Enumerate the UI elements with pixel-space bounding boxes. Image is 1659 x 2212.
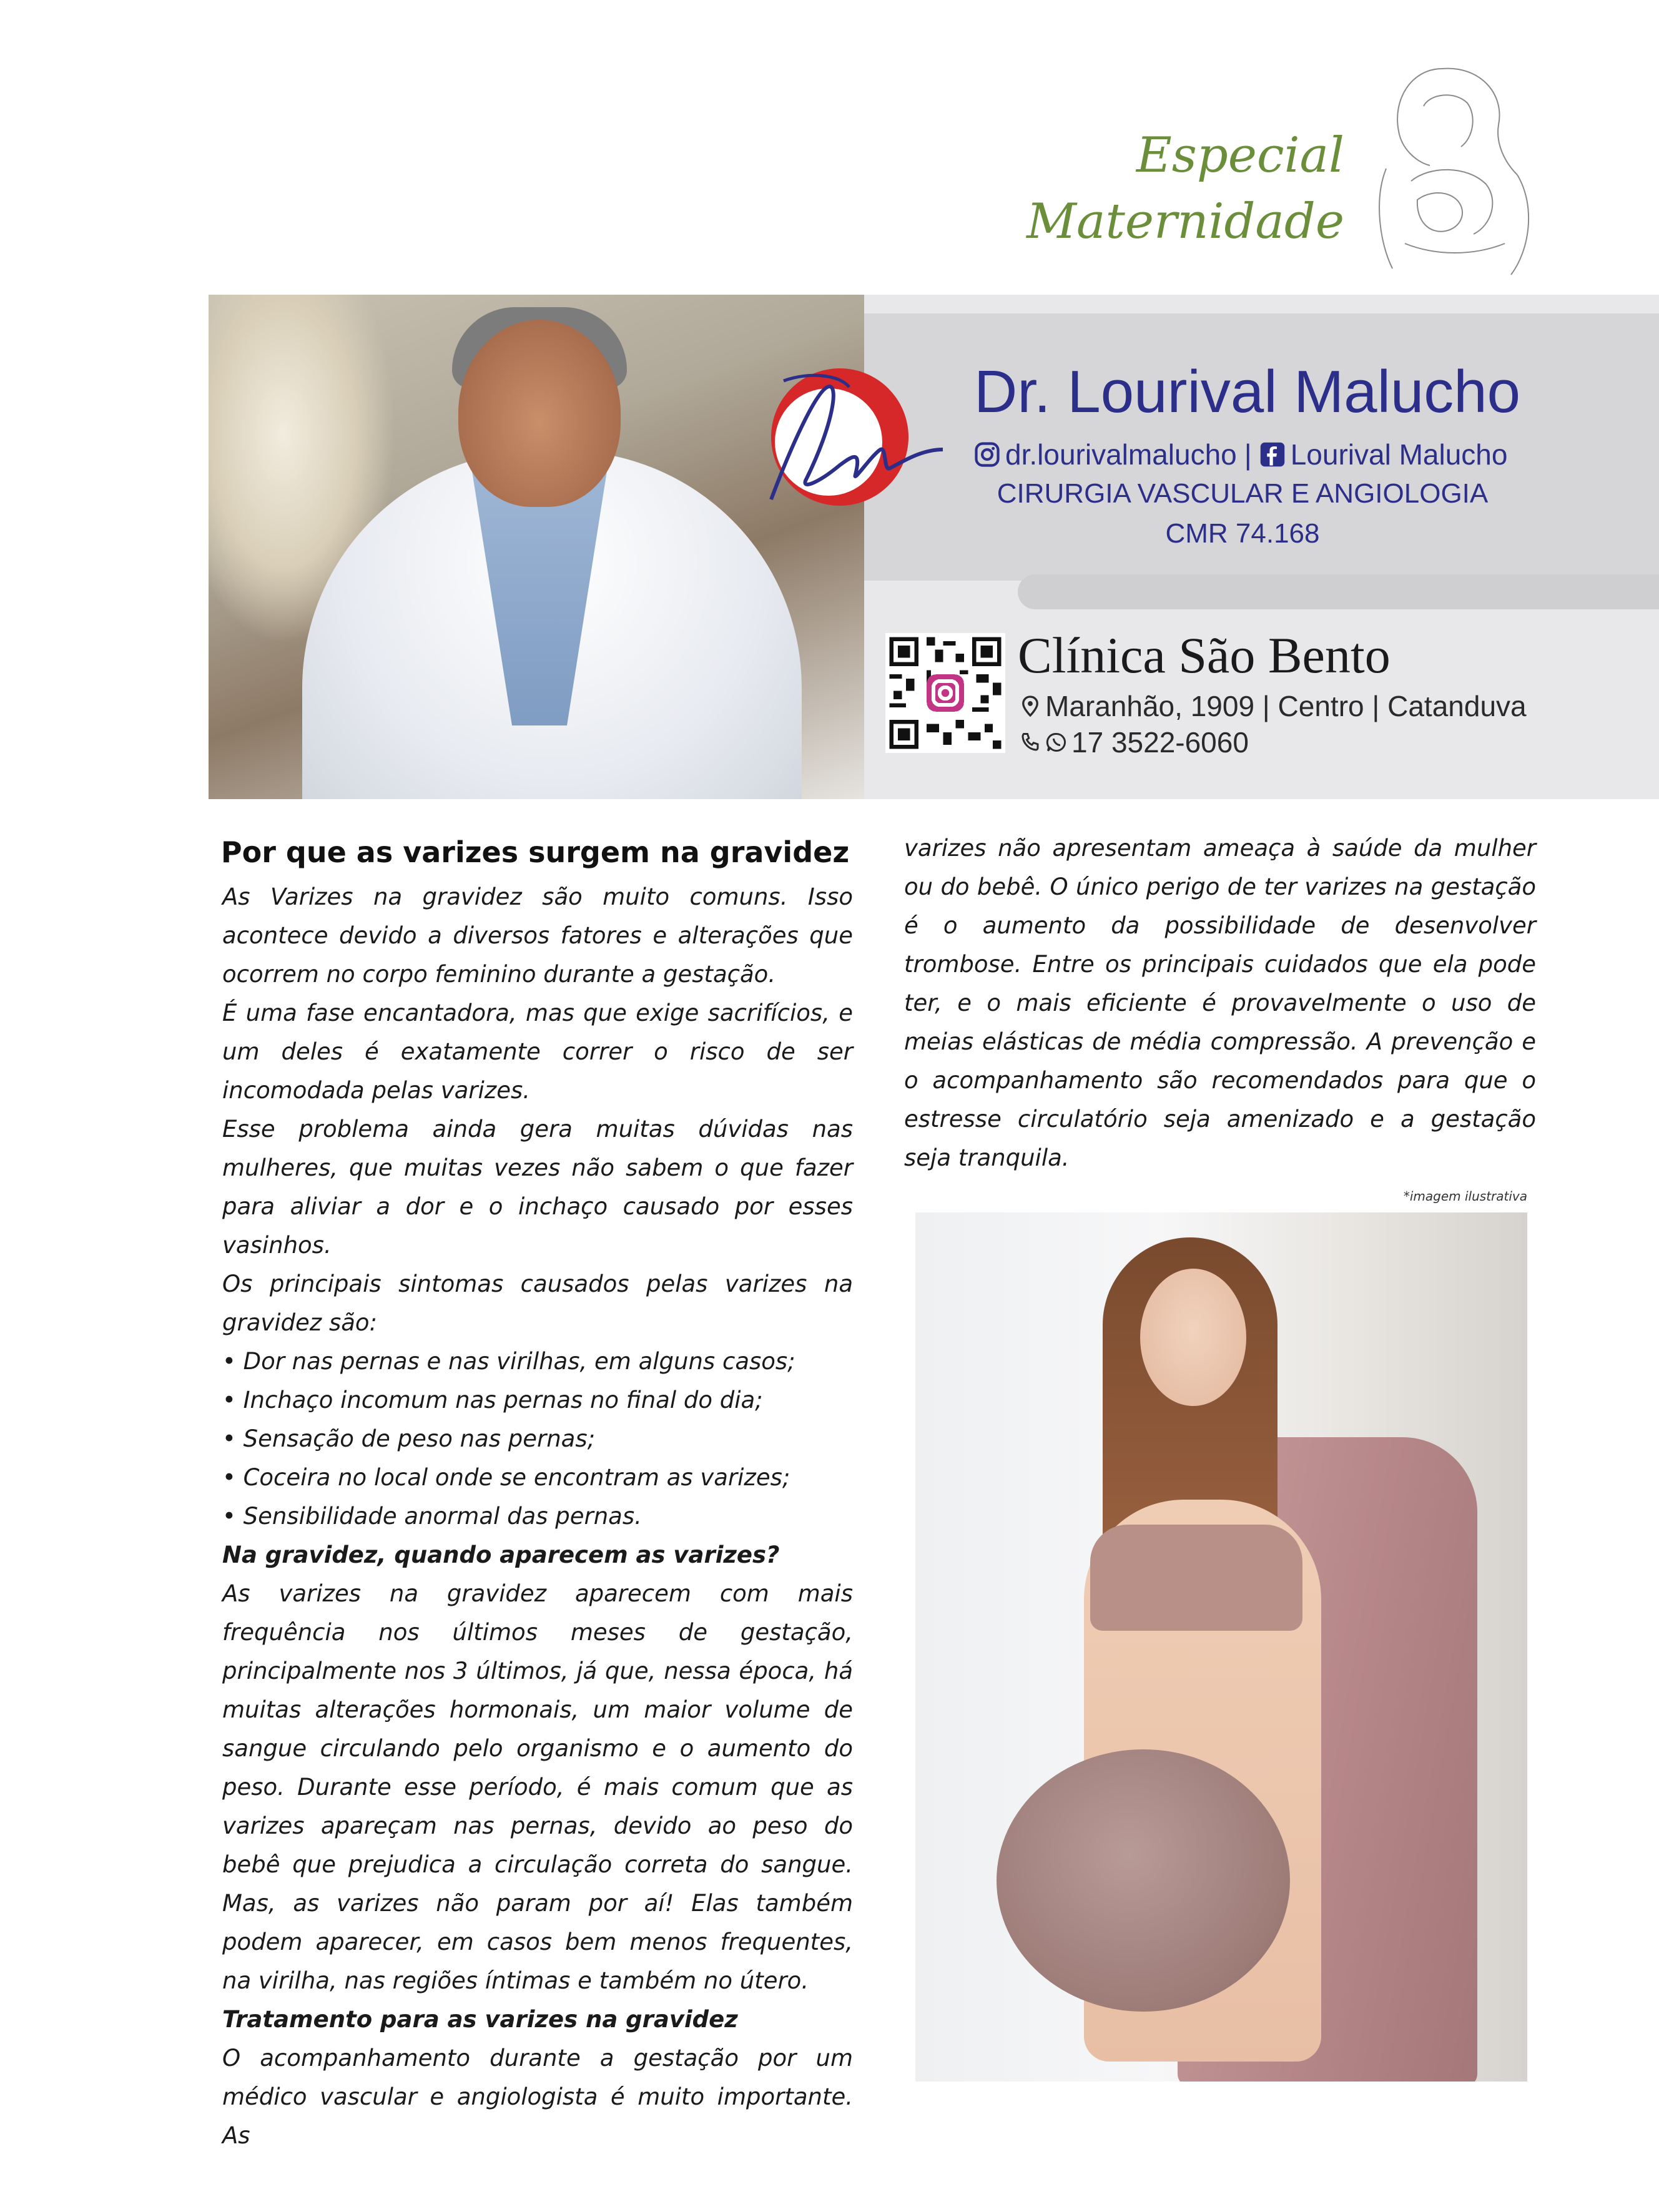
- mother-and-baby-line-art-icon: [1349, 56, 1548, 281]
- image-caption: *imagem ilustrativa: [1403, 1189, 1527, 1204]
- article-heading: Por que as varizes surgem na gravidez: [220, 835, 850, 869]
- facebook-page-name[interactable]: Lourival Malucho: [1290, 438, 1508, 471]
- symptom-item: • Sensibilidade anormal das pernas.: [222, 1503, 642, 1530]
- section-title: [1026, 122, 1344, 255]
- paragraph-continuation: varizes não apresentam ameaça à saúde da mulher ou do bebê. O único perigo de ter varizes na gestação é o aumento da possibilidade de desenvolver trombose. Entre os principais cuidados que ela pode ter, e o mais eficiente é provavelmente o uso de meias elásticas de média compressão. A prevenção e o acompanhamento são recomendados para que o estresse circulatório seja amenizado e a gestação seja tranquila.: [904, 835, 1536, 1171]
- article-right-column: [904, 829, 1536, 1177]
- pregnant-woman-photo: [915, 1212, 1527, 2082]
- section-title-line2: Maternidade: [1026, 194, 1344, 250]
- doctor-specialty: CIRURGIA VASCULAR E ANGIOLOGIA: [997, 478, 1489, 509]
- social-separator: |: [1244, 438, 1252, 471]
- paragraph-when: As varizes na gravidez aparecem com mais frequência nos últimos meses de gestação, principalmente nos 3 últimos, já que, nessa época, há muitas alterações hormonais, um maior volume de sangue circulando pelo organismo e o aumento do peso. Durante esse período, é mais comum que as varizes apareçam nas pernas, devido ao peso do bebê que prejudica a circulação correta do sangue. Mas, as varizes não param por aí! Elas também podem aparecer, em casos bem menos frequentes, na virilha, nas regiões íntimas e também no útero.: [222, 1580, 853, 1994]
- facebook-icon: [1259, 441, 1286, 468]
- subheading-when: Na gravidez, quando aparecem as varizes?: [222, 1541, 780, 1568]
- instagram-icon: [974, 441, 1000, 468]
- section-title-line1: Especial: [1136, 127, 1344, 184]
- clinic-name: Clínica São Bento: [1018, 627, 1391, 684]
- social-links: [974, 437, 1507, 472]
- symptom-item: • Sensação de peso nas pernas;: [222, 1425, 596, 1452]
- paragraph-intro-3: Esse problema ainda gera muitas dúvidas nas mulheres, que muitas vezes não sabem o que fazer para aliviar a dor e o inchaço causado por esses vasinhos.: [222, 1116, 853, 1259]
- article-left-column: [222, 878, 853, 2155]
- woman-bra: [1090, 1525, 1302, 1631]
- doctor-name: Dr. Lourival Malucho: [974, 358, 1521, 425]
- doctor-head: [458, 320, 621, 507]
- paragraph-intro-1: As Varizes na gravidez são muito comuns. Isso acontece devido a diversos fatores e alterações que ocorrem no corpo feminino durante a gestação.: [222, 883, 853, 988]
- symptom-item: • Coceira no local onde se encontram as varizes;: [222, 1464, 790, 1491]
- symptom-item: • Inchaço incomum nas pernas no final do dia;: [222, 1387, 763, 1413]
- banner-accent-band: [1018, 574, 1659, 609]
- lm-monogram-logo-icon: [746, 356, 946, 518]
- paragraph-intro-2: É uma fase encantadora, mas que exige sacrifícios, e um deles é exatamente correr o risco de ser incomodada pelas varizes.: [222, 1000, 853, 1104]
- subheading-treatment: Tratamento para as varizes na gravidez: [222, 2006, 738, 2033]
- paragraph-treatment: O acompanhamento durante a gestação por um médico vascular e angiologista é muito importante. As: [222, 2045, 853, 2149]
- clinic-address-text: Maranhão, 1909 | Centro | Catanduva: [1045, 690, 1527, 722]
- doctor-crm: CMR 74.168: [1165, 518, 1320, 549]
- symptom-item: • Dor nas pernas e nas virilhas, em alguns casos;: [222, 1348, 795, 1375]
- phone-icon: [1019, 731, 1041, 754]
- qr-code-icon[interactable]: [885, 633, 1005, 753]
- clinic-phone-number[interactable]: 17 3522-6060: [1071, 726, 1249, 759]
- paragraph-intro-4: Os principais sintomas causados pelas varizes na gravidez são:: [222, 1271, 853, 1336]
- instagram-handle[interactable]: dr.lourivalmalucho: [1005, 438, 1237, 471]
- woman-face: [1140, 1269, 1246, 1406]
- clinic-phone: [1019, 724, 1249, 760]
- pregnant-belly: [997, 1749, 1290, 2012]
- whatsapp-icon: [1045, 731, 1068, 754]
- location-pin-icon: [1019, 695, 1041, 717]
- clinic-address: [1019, 688, 1527, 724]
